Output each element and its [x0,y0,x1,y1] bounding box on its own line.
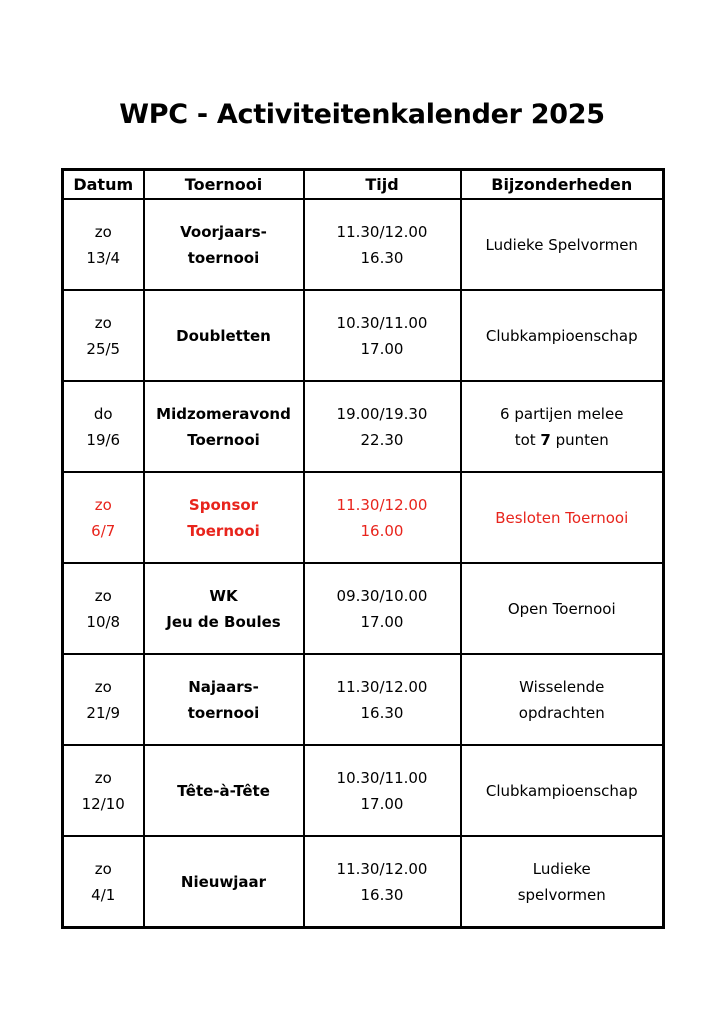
date-text: 6/7 [91,521,116,540]
time-cell [304,563,461,654]
tournament-cell [144,563,304,654]
time-end: 17.00 [360,794,404,813]
time-cell [304,745,461,836]
points-value: 7 [540,430,551,449]
table-row [63,563,664,654]
time-cell [304,381,461,472]
details-cell [461,381,664,472]
table-row-highlighted [63,472,664,563]
header-toernooi: Toernooi [144,170,304,200]
details-cell [461,563,664,654]
details-text: Open Toernooi [507,599,616,618]
date-cell [63,745,144,836]
tournament-cell [144,472,304,563]
details-text: Ludieke Spelvormen [485,235,638,254]
day-text: zo [94,313,112,332]
time-start: 10.30/11.00 [336,313,428,332]
details-text: Clubkampioenschap [485,326,638,345]
time-end: 16.00 [360,521,404,540]
details-text: Ludieke [532,859,591,878]
tournament-cell [144,745,304,836]
time-start: 09.30/10.00 [336,586,428,605]
date-text: 21/9 [86,703,121,722]
time-start: 19.00/19.30 [336,404,428,423]
time-end: 16.30 [360,885,404,904]
tournament-name: Toernooi [187,430,260,449]
tournament-name: Midzomeravond [156,404,291,423]
date-cell [63,199,144,290]
details-cell [461,654,664,745]
table-header-row [63,170,664,200]
date-cell [63,654,144,745]
day-text: do [93,404,113,423]
time-cell [304,836,461,928]
date-cell [63,472,144,563]
time-end: 22.30 [360,430,404,449]
table-row [63,654,664,745]
day-text: zo [94,677,112,696]
activity-calendar-table [61,168,665,929]
tournament-cell [144,199,304,290]
details-cell [461,199,664,290]
date-cell [63,381,144,472]
tournament-name: Toernooi [187,521,260,540]
header-bijzonderheden: Bijzonderheden [461,170,664,200]
day-text: zo [94,859,112,878]
day-text: zo [94,222,112,241]
tournament-name: Najaars- [188,677,259,696]
date-text: 10/8 [86,612,121,631]
details-text: Clubkampioenschap [485,781,638,800]
date-cell [63,290,144,381]
time-cell [304,472,461,563]
details-cell [461,290,664,381]
time-cell [304,199,461,290]
tournament-cell [144,654,304,745]
date-text: 12/10 [81,794,125,813]
tournament-name: toernooi [187,703,260,722]
time-start: 11.30/12.00 [336,495,428,514]
day-text: zo [94,586,112,605]
tournament-cell [144,836,304,928]
details-text: Wisselende [519,677,605,696]
tournament-name: Doubletten [176,326,271,345]
date-text: 13/4 [86,248,121,267]
tournament-name: Voorjaars- [180,222,267,241]
date-text: 19/6 [86,430,121,449]
details-text: spelvormen [517,885,606,904]
tournament-name: Nieuwjaar [180,872,267,891]
details-text: 6 partijen melee [500,404,624,423]
time-end: 16.30 [360,248,404,267]
details-text [462,427,663,453]
header-tijd: Tijd [304,170,461,200]
table-row [63,199,664,290]
time-end: 17.00 [360,612,404,631]
table-row [63,290,664,381]
tournament-cell [144,290,304,381]
time-end: 17.00 [360,339,404,358]
tournament-name: Tête-à-Tête [177,781,270,800]
tournament-name: WK [209,586,238,605]
details-pre: tot [514,430,541,449]
day-text: zo [94,768,112,787]
table-row [63,745,664,836]
time-cell [304,290,461,381]
page-title: WPC - Activiteitenkalender 2025 [119,99,605,130]
tournament-name: Jeu de Boules [166,612,281,631]
day-text: zo [94,495,112,514]
date-cell [63,836,144,928]
tournament-name: toernooi [187,248,260,267]
time-start: 10.30/11.00 [336,768,428,787]
header-datum: Datum [63,170,144,200]
tournament-name: Sponsor [188,495,259,514]
date-text: 25/5 [86,339,121,358]
details-text: opdrachten [518,703,605,722]
time-end: 16.30 [360,703,404,722]
time-cell [304,654,461,745]
details-cell [461,472,664,563]
details-cell [461,745,664,836]
table-row [63,381,664,472]
table-row [63,836,664,928]
tournament-cell [144,381,304,472]
time-start: 11.30/12.00 [336,222,428,241]
details-text: Besloten Toernooi [495,508,629,527]
date-cell [63,563,144,654]
time-start: 11.30/12.00 [336,859,428,878]
details-cell [461,836,664,928]
details-post: punten [550,430,609,449]
date-text: 4/1 [91,885,116,904]
time-start: 11.30/12.00 [336,677,428,696]
